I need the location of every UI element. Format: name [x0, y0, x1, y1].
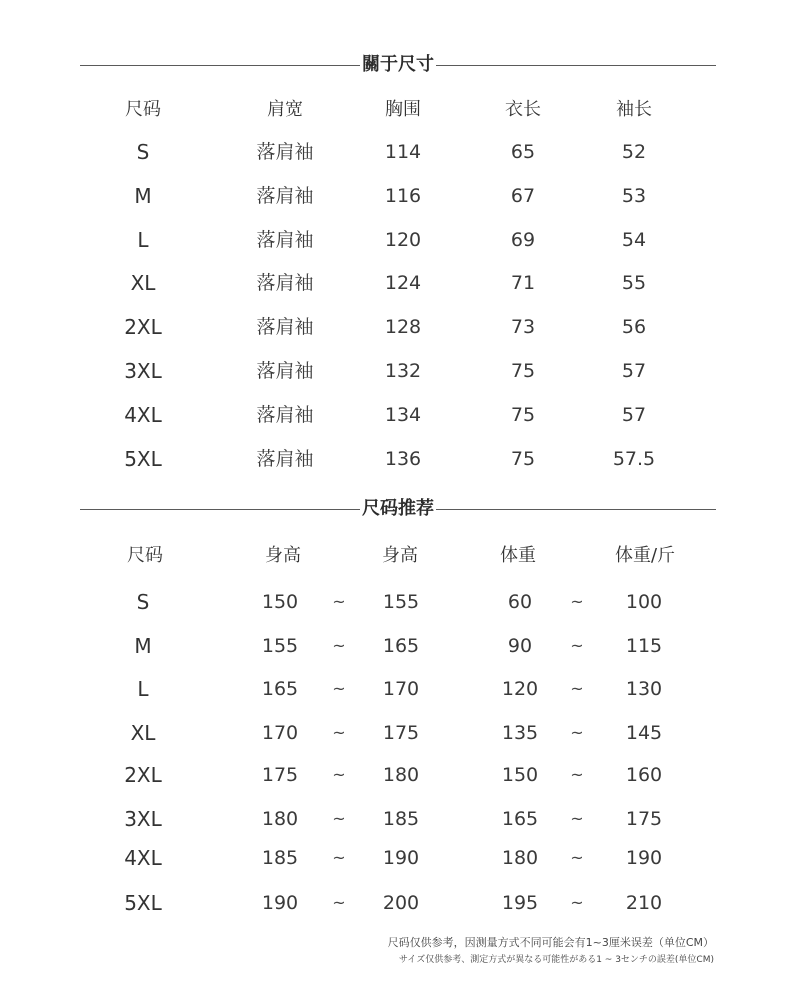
- weight-min-value: 135: [501, 722, 539, 744]
- height-max-value: 200: [382, 892, 420, 914]
- size-label: 5XL: [124, 891, 162, 915]
- height-max-value: 190: [382, 847, 420, 869]
- weight-max-value: 210: [625, 892, 663, 914]
- heading-divider-left: [80, 65, 360, 66]
- chest-value: 134: [384, 404, 422, 426]
- sleeve-value: 53: [621, 185, 647, 207]
- height-range-separator: ~: [332, 765, 346, 784]
- weight-max-value: 160: [625, 764, 663, 786]
- col-header-shoulder: 肩宽: [267, 99, 303, 120]
- size-label: 2XL: [124, 763, 162, 787]
- sleeve-value: 56: [621, 316, 647, 338]
- size-label: 2XL: [124, 315, 162, 339]
- weight-range-separator: ~: [570, 636, 584, 655]
- height-min-value: 165: [261, 678, 299, 700]
- weight-range-separator: ~: [570, 848, 584, 867]
- weight-range-separator: ~: [570, 809, 584, 828]
- height-max-value: 170: [382, 678, 420, 700]
- height-range-separator: ~: [332, 893, 346, 912]
- recommend-chart-title: 尺码推荐: [362, 498, 434, 519]
- height-max-value: 185: [382, 808, 420, 830]
- size-label: 3XL: [124, 359, 162, 383]
- shoulder-value: 落肩袖: [256, 404, 314, 426]
- size-chart-heading: [80, 55, 716, 75]
- col-header-height-max: 身高: [382, 545, 418, 566]
- col-header-length: 衣长: [505, 99, 541, 120]
- weight-range-separator: ~: [570, 679, 584, 698]
- height-max-value: 180: [382, 764, 420, 786]
- shoulder-value: 落肩袖: [256, 316, 314, 338]
- measurement-note-cn: 尺码仅供参考，因测量方式不同可能会有1~3厘米误差（单位CM）: [387, 936, 714, 949]
- sleeve-value: 55: [621, 272, 647, 294]
- size-label: S: [136, 590, 150, 614]
- sleeve-value: 52: [621, 141, 647, 163]
- chest-value: 132: [384, 360, 422, 382]
- weight-max-value: 130: [625, 678, 663, 700]
- weight-min-value: 165: [501, 808, 539, 830]
- length-value: 65: [510, 141, 536, 163]
- size-label: 5XL: [124, 447, 162, 471]
- col-header-weight-jin: 体重/斤: [614, 545, 676, 566]
- chest-value: 120: [384, 229, 422, 251]
- size-label: L: [137, 228, 149, 252]
- weight-min-value: 150: [501, 764, 539, 786]
- size-label: 4XL: [124, 403, 162, 427]
- size-label: L: [137, 677, 149, 701]
- size-label: XL: [130, 721, 156, 745]
- weight-range-separator: ~: [570, 893, 584, 912]
- size-label: 3XL: [124, 807, 162, 831]
- length-value: 75: [510, 448, 536, 470]
- length-value: 75: [510, 404, 536, 426]
- measurement-note-jp: サイズ仅供参考、測定方式が異なる可能性がある1 ~ 3センチの誤差(单位CM): [398, 955, 714, 965]
- col-header-sleeve: 袖长: [616, 99, 652, 120]
- shoulder-value: 落肩袖: [256, 229, 314, 251]
- height-range-separator: ~: [332, 809, 346, 828]
- weight-range-separator: ~: [570, 765, 584, 784]
- chest-value: 114: [384, 141, 422, 163]
- weight-min-value: 180: [501, 847, 539, 869]
- height-range-separator: ~: [332, 679, 346, 698]
- weight-range-separator: ~: [570, 723, 584, 742]
- length-value: 69: [510, 229, 536, 251]
- size-chart-title: 關于尺寸: [362, 54, 434, 75]
- col-header-size: 尺码: [127, 545, 163, 566]
- height-range-separator: ~: [332, 848, 346, 867]
- weight-max-value: 145: [625, 722, 663, 744]
- height-range-separator: ~: [332, 723, 346, 742]
- height-max-value: 175: [382, 722, 420, 744]
- height-range-separator: ~: [332, 636, 346, 655]
- shoulder-value: 落肩袖: [256, 185, 314, 207]
- recommend-chart-heading: [80, 499, 716, 519]
- col-header-size: 尺码: [125, 99, 161, 120]
- length-value: 75: [510, 360, 536, 382]
- col-header-weight: 体重: [500, 545, 536, 566]
- sleeve-value: 57.5: [612, 448, 656, 470]
- weight-max-value: 175: [625, 808, 663, 830]
- weight-min-value: 60: [507, 591, 533, 613]
- height-min-value: 170: [261, 722, 299, 744]
- weight-min-value: 90: [507, 635, 533, 657]
- weight-max-value: 100: [625, 591, 663, 613]
- length-value: 67: [510, 185, 536, 207]
- height-min-value: 150: [261, 591, 299, 613]
- height-range-separator: ~: [332, 592, 346, 611]
- weight-min-value: 195: [501, 892, 539, 914]
- weight-max-value: 115: [625, 635, 663, 657]
- length-value: 71: [510, 272, 536, 294]
- heading-divider-right: [436, 65, 716, 66]
- col-header-height-min: 身高: [265, 545, 301, 566]
- height-max-value: 165: [382, 635, 420, 657]
- sleeve-value: 54: [621, 229, 647, 251]
- height-min-value: 180: [261, 808, 299, 830]
- size-label: M: [134, 634, 152, 658]
- height-min-value: 175: [261, 764, 299, 786]
- heading-divider-left: [80, 509, 360, 510]
- height-min-value: 185: [261, 847, 299, 869]
- sleeve-value: 57: [621, 404, 647, 426]
- shoulder-value: 落肩袖: [256, 272, 314, 294]
- size-label: S: [136, 140, 150, 164]
- size-label: 4XL: [124, 846, 162, 870]
- sleeve-value: 57: [621, 360, 647, 382]
- col-header-chest: 胸围: [385, 99, 421, 120]
- weight-max-value: 190: [625, 847, 663, 869]
- height-max-value: 155: [382, 591, 420, 613]
- length-value: 73: [510, 316, 536, 338]
- shoulder-value: 落肩袖: [256, 141, 314, 163]
- shoulder-value: 落肩袖: [256, 360, 314, 382]
- size-label: M: [134, 184, 152, 208]
- height-min-value: 155: [261, 635, 299, 657]
- chest-value: 136: [384, 448, 422, 470]
- size-label: XL: [130, 271, 156, 295]
- heading-divider-right: [436, 509, 716, 510]
- weight-min-value: 120: [501, 678, 539, 700]
- weight-range-separator: ~: [570, 592, 584, 611]
- height-min-value: 190: [261, 892, 299, 914]
- chest-value: 116: [384, 185, 422, 207]
- shoulder-value: 落肩袖: [256, 448, 314, 470]
- chest-value: 124: [384, 272, 422, 294]
- chest-value: 128: [384, 316, 422, 338]
